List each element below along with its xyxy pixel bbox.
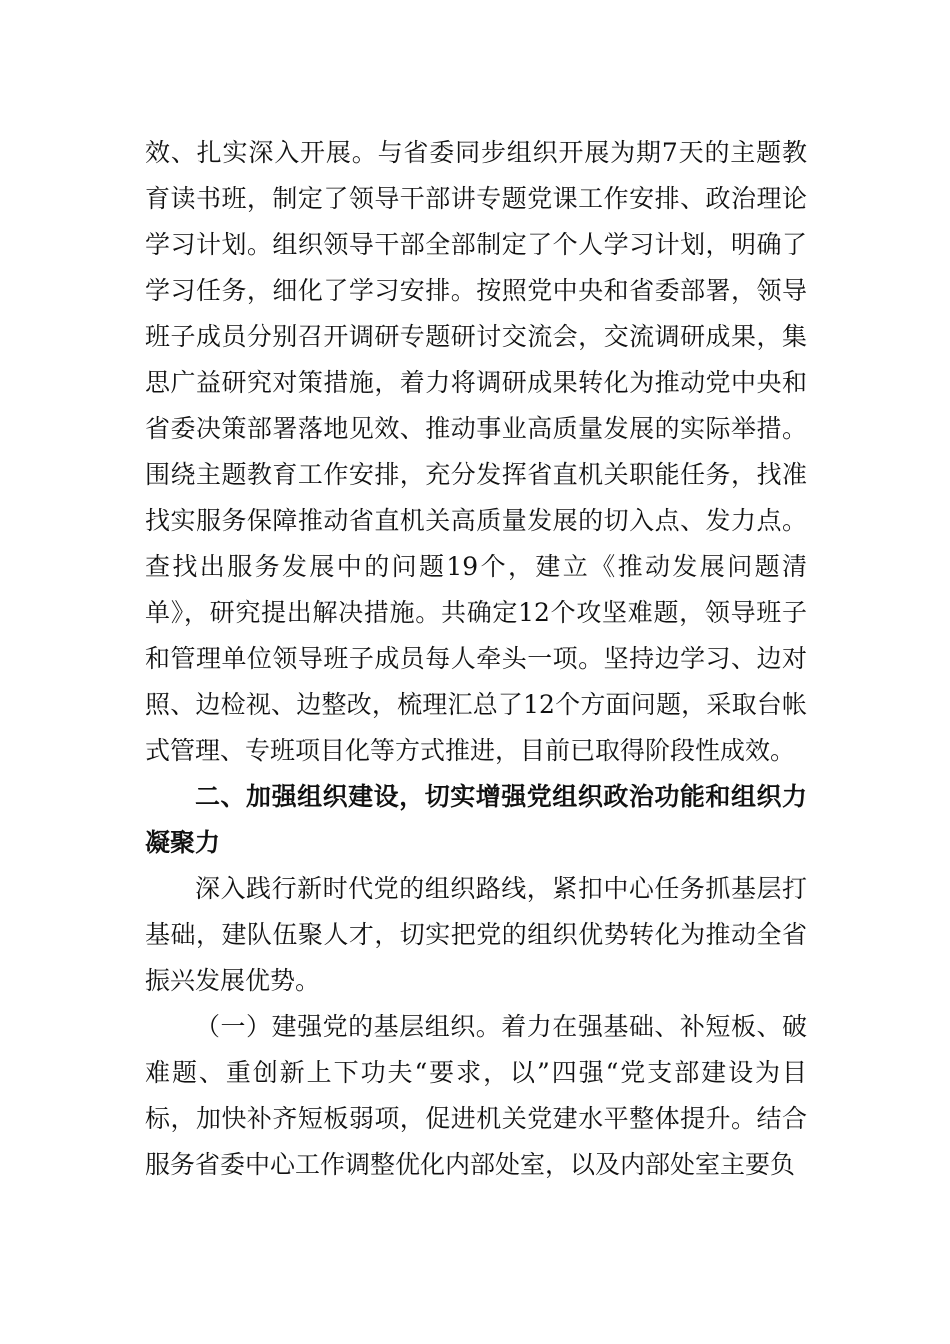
body-paragraph-continued: 效、扎实深入开展。与省委同步组织开展为期7天的主题教育读书班，制定了领导干部讲专题党课工作安排、政治理论学习计划。组织领导干部全部制定了个人学习计划，明确了学习任务，细化了学习安排。按照党中央和省委部署，领导班子成员分别召开调研专题研讨交流会，交流调研成果，集思广益研究对策措施，着力将调研成果转化为推动党中央和省委决策部署落地见效、推动事业高质量发展的实际举措。围绕主题教育工作安排，充分发挥省直机关职能任务，找准找实服务保障推动省直机关高质量发展的切入点、发力点。查找出服务发展中的问题19个，建立《推动发展问题清单》，研究提出解决措施。共确定12个攻坚难题，领导班子和管理单位领导班子成员每人牵头一项。坚持边学习、边对照、边检视、边整改，梳理汇总了12个方面问题，采取台帐式管理、专班项目化等方式推进，目前已取得阶段性成效。 [145, 138, 807, 765]
body-paragraph-subsection-1: （一）建强党的基层组织。着力在强基础、补短板、破难题、重创新上下功夫“要求，以”四强“党支部建设为目标，加快补齐短板弱项，促进机关党建水平整体提升。结合服务省委中心工作调整优化内部处室，以及内部处室主要负 [145, 1012, 807, 1179]
body-paragraph-section-intro: 深入践行新时代党的组织路线，紧扣中心任务抓基层打基础，建队伍聚人才，切实把党的组织优势转化为推动全省振兴发展优势。 [145, 874, 807, 995]
document-body [145, 130, 807, 1188]
section-heading-2: 二、加强组织建设，切实增强党组织政治功能和组织力凝聚力 [145, 782, 807, 857]
